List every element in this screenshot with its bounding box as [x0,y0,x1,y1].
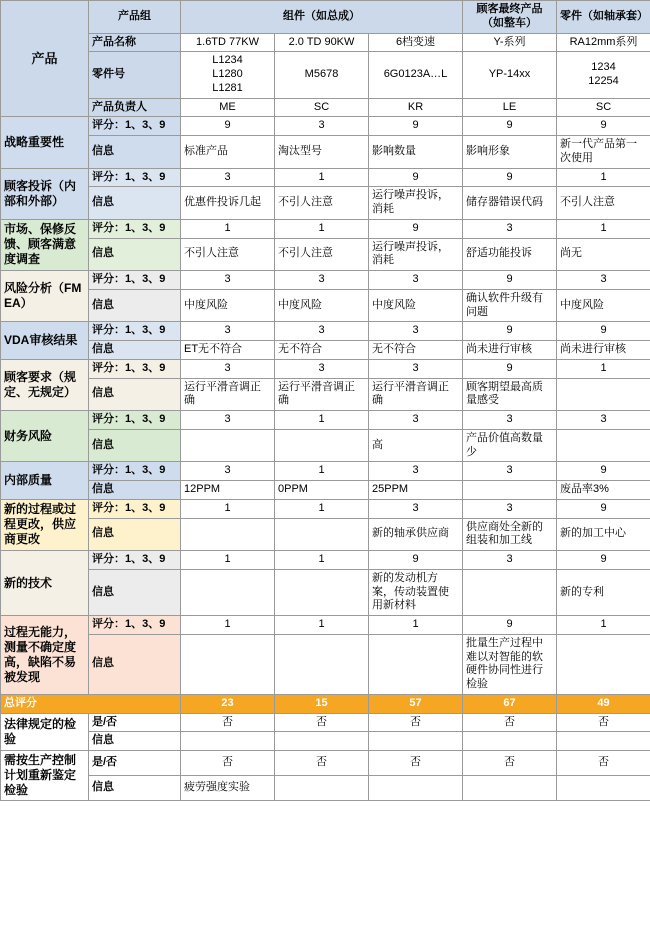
score-4-2: 3 [369,322,463,341]
header-value-0-0: 1.6TD 77KW [181,33,275,52]
footer-score-0-1: 否 [275,713,369,732]
score-0-0: 9 [181,117,275,136]
info-2-1: 不引人注意 [275,238,369,271]
info-9-3 [463,569,557,615]
info-5-2: 运行平滑音调正确 [369,378,463,411]
header-value-1-0: L1234 L1280 L1281 [181,52,275,98]
footer-label-1: 需按生产控制计划重新鉴定检验 [1,751,89,801]
total-value-2: 57 [369,694,463,713]
score-legend-8: 评分：1、3、9 [89,499,181,518]
info-7-0: 12PPM [181,481,275,500]
footer-info-0-4 [557,732,650,751]
footer-info-legend-0: 信息 [89,732,181,751]
score-8-4: 9 [557,499,650,518]
score-1-4: 1 [557,168,650,187]
score-legend-4: 评分：1、3、9 [89,322,181,341]
info-9-1 [275,569,369,615]
header-value-2-4: SC [557,98,650,117]
header-part: 零件（如轴承套） [557,1,650,34]
score-3-0: 3 [181,271,275,290]
total-value-3: 67 [463,694,557,713]
score-6-3: 3 [463,411,557,430]
info-legend-8: 信息 [89,518,181,551]
info-4-2: 无不符合 [369,341,463,360]
footer-score-1-0: 否 [181,751,275,776]
total-value-4: 49 [557,694,650,713]
header-value-2-0: ME [181,98,275,117]
score-8-0: 1 [181,499,275,518]
score-10-1: 1 [275,616,369,635]
score-9-0: 1 [181,551,275,570]
score-8-3: 3 [463,499,557,518]
info-2-3: 舒适功能投诉 [463,238,557,271]
footer-score-0-4: 否 [557,713,650,732]
info-legend-7: 信息 [89,481,181,500]
footer-score-1-3: 否 [463,751,557,776]
info-5-4 [557,378,650,411]
header-customer-final: 顾客最终产品（如整车） [463,1,557,34]
header-value-1-1: M5678 [275,52,369,98]
score-10-0: 1 [181,616,275,635]
header-assembly: 组件（如总成） [181,1,463,34]
score-9-1: 1 [275,551,369,570]
score-3-4: 3 [557,271,650,290]
header-value-2-3: LE [463,98,557,117]
info-1-2: 运行噪声投诉，消耗 [369,187,463,220]
info-legend-10: 信息 [89,634,181,694]
info-6-4 [557,429,650,462]
info-6-3: 产品价值高数量少 [463,429,557,462]
score-2-3: 3 [463,219,557,238]
info-7-3 [463,481,557,500]
score-7-0: 3 [181,462,275,481]
score-legend-7: 评分：1、3、9 [89,462,181,481]
header-value-0-4: RA12mm系列 [557,33,650,52]
header-row-label-2: 产品负责人 [89,98,181,117]
score-10-4: 1 [557,616,650,635]
section-label-9: 新的技术 [1,551,89,616]
info-8-2: 新的轴承供应商 [369,518,463,551]
info-3-2: 中度风险 [369,289,463,322]
header-value-1-2: 6G0123A…L [369,52,463,98]
info-0-0: 标准产品 [181,136,275,169]
info-7-1: 0PPM [275,481,369,500]
score-legend-0: 评分：1、3、9 [89,117,181,136]
footer-info-1-4 [557,776,650,801]
info-2-4: 尚无 [557,238,650,271]
score-0-3: 9 [463,117,557,136]
score-5-4: 1 [557,359,650,378]
info-10-3: 批量生产过程中难以对智能的软硬件协同性进行检验 [463,634,557,694]
info-2-0: 不引人注意 [181,238,275,271]
footer-score-legend-1: 是/否 [89,751,181,776]
info-legend-5: 信息 [89,378,181,411]
info-1-3: 储存器错误代码 [463,187,557,220]
header-value-2-2: KR [369,98,463,117]
score-4-0: 3 [181,322,275,341]
score-legend-1: 评分：1、3、9 [89,168,181,187]
footer-score-0-0: 否 [181,713,275,732]
info-9-2: 新的发动机方案，传动装置使用新材料 [369,569,463,615]
info-8-4: 新的加工中心 [557,518,650,551]
info-10-2 [369,634,463,694]
info-1-0: 优惠件投诉几起 [181,187,275,220]
footer-score-legend-0: 是/否 [89,713,181,732]
score-1-3: 9 [463,168,557,187]
info-10-4 [557,634,650,694]
info-9-0 [181,569,275,615]
section-label-4: VDA审核结果 [1,322,89,360]
total-label: 总评分 [1,694,181,713]
score-3-3: 9 [463,271,557,290]
info-0-3: 影响形象 [463,136,557,169]
score-7-4: 9 [557,462,650,481]
info-legend-9: 信息 [89,569,181,615]
section-label-8: 新的过程或过程更改，供应商更改 [1,499,89,550]
score-legend-10: 评分：1、3、9 [89,616,181,635]
footer-info-legend-1: 信息 [89,776,181,801]
page-title: 产品 [1,1,89,117]
footer-score-1-2: 否 [369,751,463,776]
info-0-2: 影响数量 [369,136,463,169]
total-value-1: 15 [275,694,369,713]
score-6-0: 3 [181,411,275,430]
score-7-3: 3 [463,462,557,481]
footer-score-0-2: 否 [369,713,463,732]
score-3-2: 3 [369,271,463,290]
score-6-1: 1 [275,411,369,430]
info-5-1: 运行平滑音调正确 [275,378,369,411]
section-label-7: 内部质量 [1,462,89,500]
score-legend-3: 评分：1、3、9 [89,271,181,290]
info-0-4: 新一代产品第一次使用 [557,136,650,169]
info-8-0 [181,518,275,551]
score-7-2: 3 [369,462,463,481]
footer-info-0-3 [463,732,557,751]
section-label-0: 战略重要性 [1,117,89,168]
section-label-2: 市场、保修反馈、顾客满意度调查 [1,219,89,270]
info-7-4: 废品率3% [557,481,650,500]
total-value-0: 23 [181,694,275,713]
score-8-1: 1 [275,499,369,518]
header-value-1-4: 1234 12254 [557,52,650,98]
score-9-4: 9 [557,551,650,570]
info-10-1 [275,634,369,694]
info-legend-1: 信息 [89,187,181,220]
section-label-10: 过程无能力，测量不确定度高，缺陷不易被发现 [1,616,89,695]
info-legend-2: 信息 [89,238,181,271]
score-1-0: 3 [181,168,275,187]
score-legend-9: 评分：1、3、9 [89,551,181,570]
score-1-2: 9 [369,168,463,187]
score-0-1: 3 [275,117,369,136]
header-value-2-1: SC [275,98,369,117]
score-4-1: 3 [275,322,369,341]
score-8-2: 3 [369,499,463,518]
info-2-2: 运行噪声投诉，消耗 [369,238,463,271]
info-0-1: 淘汰型号 [275,136,369,169]
info-4-1: 无不符合 [275,341,369,360]
score-6-2: 3 [369,411,463,430]
info-4-4: 尚未进行审核 [557,341,650,360]
info-3-4: 中度风险 [557,289,650,322]
section-label-5: 顾客要求（规定、无规定） [1,359,89,410]
info-6-2: 高 [369,429,463,462]
info-legend-4: 信息 [89,341,181,360]
footer-info-0-1 [275,732,369,751]
score-6-4: 3 [557,411,650,430]
info-legend-0: 信息 [89,136,181,169]
score-4-4: 9 [557,322,650,341]
header-value-0-3: Y-系列 [463,33,557,52]
footer-info-1-0: 疲劳强度实验 [181,776,275,801]
score-1-1: 1 [275,168,369,187]
info-5-0: 运行平滑音调正确 [181,378,275,411]
score-9-2: 9 [369,551,463,570]
info-9-4: 新的专利 [557,569,650,615]
info-1-4: 不引人注意 [557,187,650,220]
score-legend-2: 评分：1、3、9 [89,219,181,238]
section-label-6: 财务风险 [1,411,89,462]
info-legend-6: 信息 [89,429,181,462]
score-5-1: 3 [275,359,369,378]
info-8-1 [275,518,369,551]
header-product-group: 产品组 [89,1,181,34]
info-4-0: ET无不符合 [181,341,275,360]
score-legend-5: 评分：1、3、9 [89,359,181,378]
footer-info-0-2 [369,732,463,751]
footer-info-0-0 [181,732,275,751]
info-3-3: 确认软件升级有问题 [463,289,557,322]
score-0-4: 9 [557,117,650,136]
footer-info-1-1 [275,776,369,801]
info-6-0 [181,429,275,462]
score-4-3: 9 [463,322,557,341]
header-row-label-1: 零件号 [89,52,181,98]
score-7-1: 1 [275,462,369,481]
section-label-1: 顾客投诉（内部和外部） [1,168,89,219]
score-10-3: 9 [463,616,557,635]
info-8-3: 供应商处全新的组装和加工线 [463,518,557,551]
section-label-3: 风险分析（FMEA） [1,271,89,322]
footer-score-0-3: 否 [463,713,557,732]
score-2-2: 9 [369,219,463,238]
info-1-1: 不引人注意 [275,187,369,220]
score-0-2: 9 [369,117,463,136]
header-row-label-0: 产品名称 [89,33,181,52]
score-5-3: 9 [463,359,557,378]
footer-info-1-3 [463,776,557,801]
score-5-0: 3 [181,359,275,378]
score-legend-6: 评分：1、3、9 [89,411,181,430]
footer-score-1-4: 否 [557,751,650,776]
footer-label-0: 法律规定的检验 [1,713,89,751]
score-3-1: 3 [275,271,369,290]
header-value-0-1: 2.0 TD 90KW [275,33,369,52]
info-5-3: 顾客期望最高质量感受 [463,378,557,411]
score-2-0: 1 [181,219,275,238]
header-value-1-3: YP-14xx [463,52,557,98]
info-4-3: 尚未进行审核 [463,341,557,360]
score-10-2: 1 [369,616,463,635]
header-value-0-2: 6档变速 [369,33,463,52]
info-3-0: 中度风险 [181,289,275,322]
info-legend-3: 信息 [89,289,181,322]
score-9-3: 3 [463,551,557,570]
score-2-1: 1 [275,219,369,238]
footer-info-1-2 [369,776,463,801]
footer-score-1-1: 否 [275,751,369,776]
info-6-1 [275,429,369,462]
score-2-4: 1 [557,219,650,238]
info-3-1: 中度风险 [275,289,369,322]
info-10-0 [181,634,275,694]
score-5-2: 3 [369,359,463,378]
info-7-2: 25PPM [369,481,463,500]
